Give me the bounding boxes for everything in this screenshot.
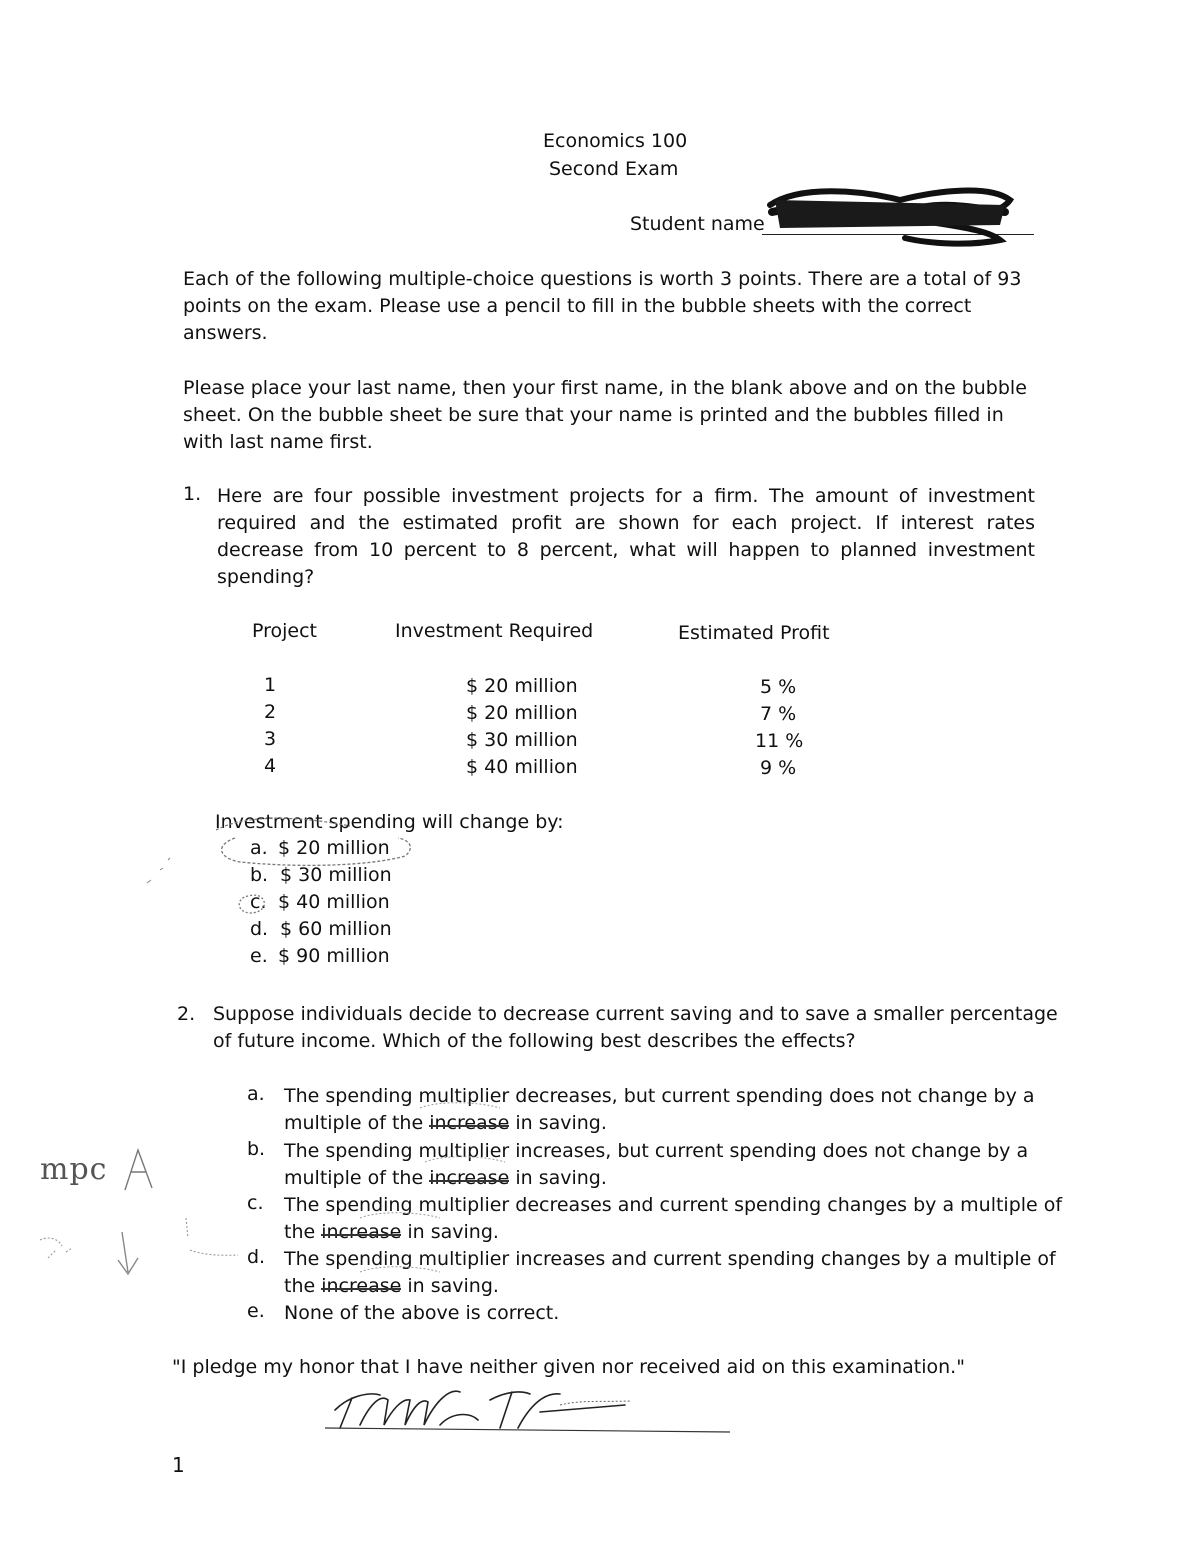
struck-word: increase <box>321 1219 401 1246</box>
question-1-prompt: Investment spending will change by: <box>215 811 564 833</box>
option-text-post: in saving. <box>509 1167 607 1189</box>
table-cell: 3 <box>264 728 277 750</box>
table-cell: $ 20 million <box>466 702 578 724</box>
option-letter: a. <box>250 837 268 859</box>
table-header-project: Project <box>252 620 318 642</box>
page-number: 1 <box>172 1453 185 1477</box>
question-2-number: 2. <box>177 1003 196 1025</box>
table-cell: 9 % <box>760 757 797 779</box>
option-letter: e. <box>250 945 268 967</box>
table-cell: $ 40 million <box>466 756 578 778</box>
table-cell: 1 <box>264 674 277 696</box>
option-text: The spending multiplier increases, but current spending does not change by a <box>284 1140 1029 1162</box>
option-text: $ 20 million <box>278 837 390 859</box>
table-cell: $ 30 million <box>466 729 578 751</box>
table-cell: 4 <box>264 755 277 777</box>
struck-word: increase <box>429 1110 509 1137</box>
struck-word: increase <box>429 1165 509 1192</box>
struck-word: increase <box>321 1273 401 1300</box>
question-2-text-line2: of future income. Which of the following best describes the effects? <box>213 1030 856 1052</box>
option-text: The spending multiplier decreases and current spending changes by a multiple of <box>284 1194 1063 1216</box>
option-letter: d. <box>250 918 269 940</box>
student-name-label: Student name <box>630 213 765 235</box>
course-title: Economics 100 <box>543 130 688 152</box>
option-text: $ 90 million <box>278 945 390 967</box>
option-text-pre: the <box>284 1221 322 1243</box>
option-letter: a. <box>247 1083 265 1105</box>
table-cell: 11 % <box>755 730 804 752</box>
option-letter: c. <box>250 891 267 913</box>
margin-note-mpc: mpc <box>40 1152 108 1187</box>
option-letter: b. <box>247 1138 266 1160</box>
option-text-pre: multiple of the <box>284 1112 430 1134</box>
honor-pledge: "I pledge my honor that I have neither given nor received aid on this examination." <box>172 1356 965 1378</box>
option-text-post: in saving. <box>509 1112 607 1134</box>
option-text: The spending multiplier decreases, but current spending does not change by a <box>284 1085 1035 1107</box>
option-text: $ 60 million <box>280 918 392 940</box>
option-text-pre: the <box>284 1275 322 1297</box>
instructions-paragraph-1: Each of the following multiple-choice questions is worth 3 points. There are a total of 93 points on the exam. Please use a pencil to fill in the bubble sheets with the correct answers. <box>183 268 1022 344</box>
option-text: $ 30 million <box>280 864 392 886</box>
option-text: The spending multiplier increases and current spending changes by a multiple of <box>284 1248 1056 1270</box>
option-letter: e. <box>247 1300 265 1322</box>
option-text-post: in saving. <box>401 1275 499 1297</box>
option-letter: d. <box>247 1246 266 1268</box>
table-header-profit: Estimated Profit <box>678 622 830 644</box>
question-1-number: 1. <box>183 483 202 505</box>
question-2-text-line1: Suppose individuals decide to decrease current saving and to save a smaller percentage <box>213 1003 1058 1025</box>
question-1-text: Here are four possible investment projects for a firm. The amount of investment required and the estimated profit are shown for each project. If interest rates decrease from 10 percent to 8 percent, what will happen to planned investment spending? <box>217 485 1035 588</box>
table-header-investment: Investment Required <box>395 620 594 642</box>
table-cell: 2 <box>264 701 277 723</box>
option-letter: b. <box>250 864 269 886</box>
instructions-paragraph-2: Please place your last name, then your first name, in the blank above and on the bubble sheet. On the bubble sheet be sure that your name is printed and the bubbles filled in with last name first. <box>183 377 1027 453</box>
table-cell: $ 20 million <box>466 675 578 697</box>
option-text: $ 40 million <box>278 891 390 913</box>
exam-title: Second Exam <box>549 158 679 180</box>
option-text: None of the above is correct. <box>284 1302 560 1324</box>
option-text-pre: multiple of the <box>284 1167 430 1189</box>
option-letter: c. <box>247 1192 264 1214</box>
option-text-post: in saving. <box>401 1221 499 1243</box>
table-cell: 5 % <box>760 676 797 698</box>
table-cell: 7 % <box>760 703 797 725</box>
